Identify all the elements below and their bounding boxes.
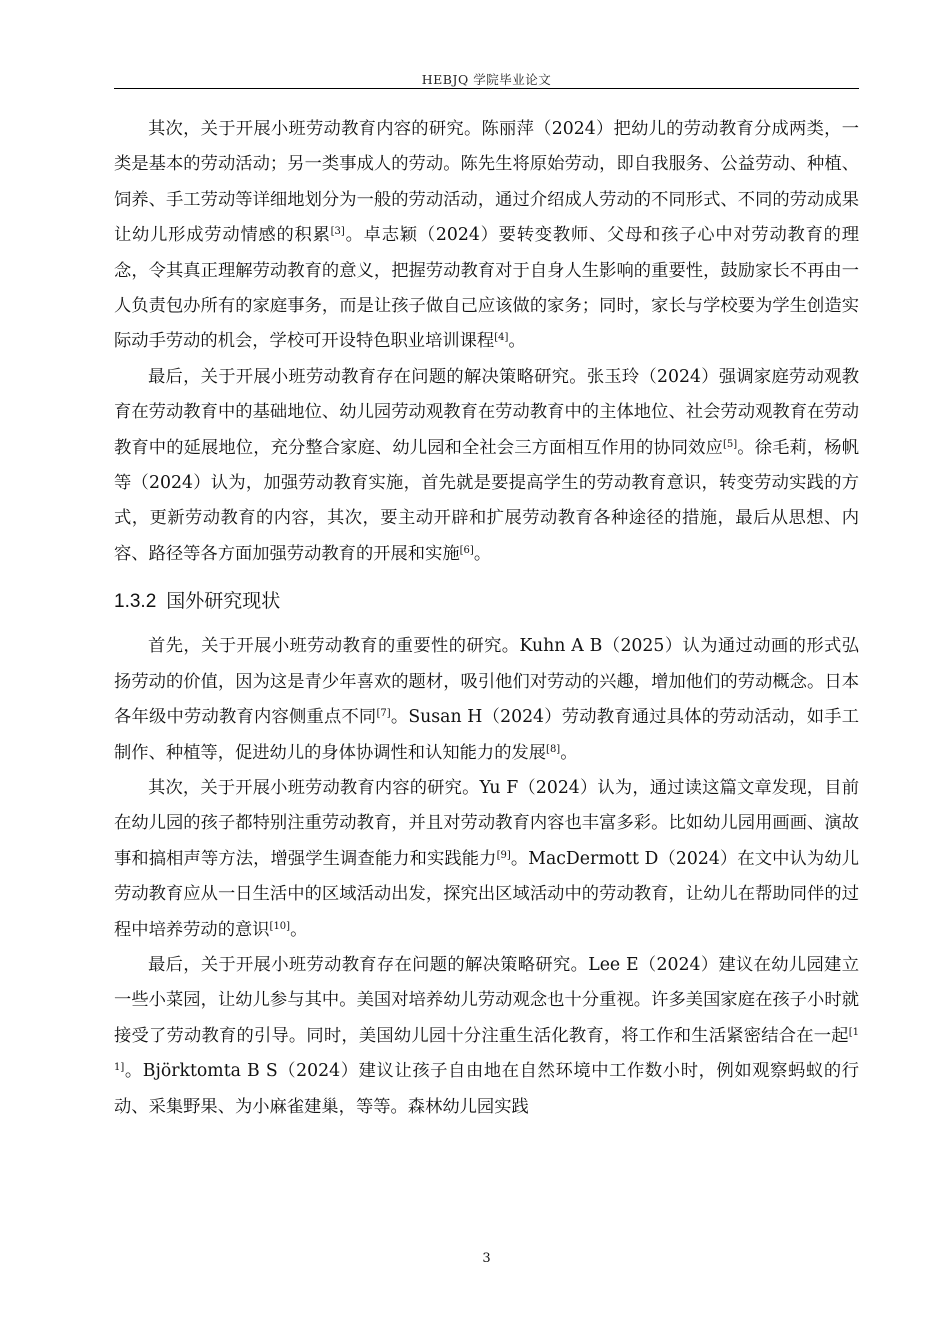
paragraph-text: 。MacDermott D（2024）在文中认为幼儿劳动教育应从一日生活中的区域活动出发，探究出区域活动中的劳动教育，让幼儿在帮助同伴的过程中培养劳动的意识 bbox=[114, 848, 859, 940]
paragraph-text: 。 bbox=[508, 331, 526, 352]
citation-ref: [7] bbox=[376, 708, 391, 720]
paragraph-content-research-china bbox=[114, 112, 859, 360]
paragraph-strategy-research-china bbox=[114, 360, 859, 572]
paragraph-importance-research-abroad bbox=[114, 629, 859, 771]
paragraph-text: 其次，关于开展小班劳动教育内容的研究。Yu F（2024）认为，通过读这篇文章发现，目前在幼儿园的孩子都特别注重劳动教育，并且对劳动教育内容也丰富多彩。比如幼儿园用画画、演故事和搞相声等方法，增强学生调查能力和实践能力 bbox=[114, 777, 859, 869]
paragraph-text: 。卓志颖（2024）要转变教师、父母和孩子心中对劳动教育的理念，令其真正理解劳动教育的意义，把握劳动教育对于自身人生影响的重要性，鼓励家长不再由一人负责包办所有的家庭事务，而是让孩子做自己应该做的家务；同时，家长与学校要为学生创造实际动手劳动的机会，学校可开设特色职业培训课程 bbox=[114, 225, 859, 352]
section-number: 1.3.2 bbox=[114, 591, 157, 613]
paragraph-text: 。徐毛莉，杨帆等（2024）认为，加强劳动教育实施，首先就是要提高学生的劳动教育意识，转变劳动实践的方式，更新劳动教育的内容，其次，要主动开辟和扩展劳动教育各种途径的措施，最后从思想、内容、路径等各方面加强劳动教育的开展和实施 bbox=[114, 437, 859, 564]
paragraph-text: 首先，关于开展小班劳动教育的重要性的研究。Kuhn A B（2025）认为通过动画的形式弘扬劳动的价值，因为这是青少年喜欢的题材，吸引他们对劳动的兴趣，增加他们的劳动概念。日本各年级中劳动教育内容侧重点不同 bbox=[114, 636, 859, 728]
body-content bbox=[114, 112, 859, 1125]
paragraph-text: 。 bbox=[473, 543, 492, 564]
paragraph-text: 。Susan H（2024）劳动教育通过具体的劳动活动，如手工制作、种植等，促进幼儿的身体协调性和认知能力的发展 bbox=[114, 707, 859, 763]
paragraph-text: 最后，关于开展小班劳动教育存在问题的解决策略研究。张玉玲（2024）强调家庭劳动观教育在劳动教育中的基础地位、幼儿园劳动观教育在劳动教育中的主体地位、社会劳动观教育在劳动教育中的延展地位，充分整合家庭、幼儿园和全社会三方面相互作用的协同效应 bbox=[114, 366, 859, 458]
section-title: 国外研究现状 bbox=[166, 590, 281, 613]
paragraph-text: 。 bbox=[290, 919, 308, 940]
citation-ref: [3] bbox=[330, 226, 345, 238]
paragraph-strategy-research-abroad bbox=[114, 948, 859, 1125]
citation-ref: [9] bbox=[496, 849, 511, 861]
paragraph-content-research-abroad bbox=[114, 771, 859, 948]
citation-ref: [11] bbox=[114, 1026, 859, 1074]
paragraph-text: 其次，关于开展小班劳动教育内容的研究。陈丽萍（2024）把幼儿的劳动教育分成两类，一类是基本的劳动活动；另一类事成人的劳动。陈先生将原始劳动，即自我服务、公益劳动、种植、饲养、手工劳动等详细地划分为一般的劳动活动，通过介绍成人劳动的不同形式、不同的劳动成果让幼儿形成劳动情感的积累 bbox=[114, 119, 859, 246]
citation-ref: [5] bbox=[723, 438, 738, 450]
running-header: HEBJQ 学院毕业论文 bbox=[421, 72, 552, 87]
header-rule bbox=[114, 88, 859, 89]
paragraph-text: 最后，关于开展小班劳动教育存在问题的解决策略研究。Lee E（2024）建议在幼儿园建立一些小菜园，让幼儿参与其中。美国对培养幼儿劳动观念也十分重视。许多美国家庭在孩子小时就接受了劳动教育的引导。同时，美国幼儿园十分注重生活化教育，将工作和生活紧密结合在一起 bbox=[114, 954, 859, 1046]
page-number: 3 bbox=[482, 1251, 491, 1266]
citation-ref: [4] bbox=[494, 332, 509, 344]
section-heading bbox=[114, 584, 859, 619]
paragraph-text: 。 bbox=[560, 742, 578, 763]
paragraph-text: 。Björktomta B S（2024）建议让孩子自由地在自然环境中工作数小时，例如观察蚂蚁的行动、采集野果、为小麻雀建巢，等等。森林幼儿园实践 bbox=[114, 1061, 859, 1117]
citation-ref: [8] bbox=[546, 743, 561, 755]
citation-ref: [10] bbox=[269, 920, 291, 932]
citation-ref: [6] bbox=[459, 544, 474, 556]
